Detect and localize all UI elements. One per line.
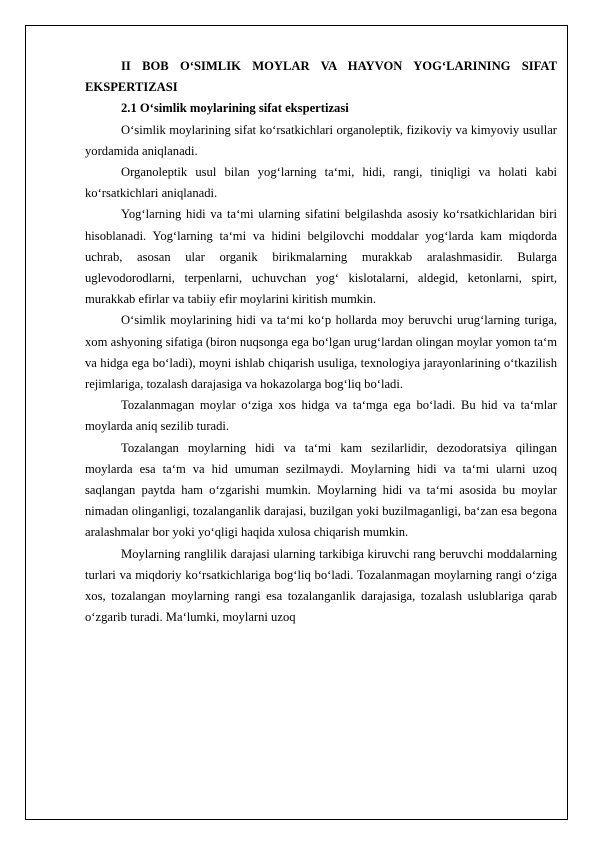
section-title: 2.1 O‘simlik moylarining sifat ekspertizasi [121, 101, 349, 116]
paragraph-7: Moylarning ranglilik darajasi ularning tarkibiga kiruvchi rang beruvchi moddalarning turlari va miqdoriy ko‘rsatkichlariga bog‘liq bo‘ladi. Tozalanmagan moylarning rangi o‘ziga xos, tozalangan moylarning rangi esa tozalanganlik darajasiga, tozalash uslublariga qarab o‘zgarib turadi. Ma‘lumki, moylarni uzoq [85, 546, 557, 625]
paragraph-2: Organoleptik usul bilan yog‘larning ta‘mi, hidi, rangi, tiniqligi va holati kabi ko‘rsatkichlari aniqlanadi. [85, 165, 557, 201]
paragraph-1: O‘simlik moylarining sifat ko‘rsatkichlari organoleptik, fizikoviy va kimyoviy usullar yordamida aniqlanadi. [85, 122, 557, 158]
paragraph-4: O‘simlik moylarining hidi va ta‘mi ko‘p hollarda moy beruvchi urug‘larning turiga, xom ashyoning sifatiga (biron nuqsonga ega bo‘lgan urug‘lardan olingan moylar yomon ta‘m va hidga ega bo‘ladi), moyni ishlab chiqarish usuliga, texnologiya jarayonlarining o‘tkazilish rejimlariga, tozalash darajasiga va hokazolarga bog‘liq bo‘ladi. [85, 313, 557, 392]
paragraph-3: Yog‘larning hidi va ta‘mi ularning sifatini belgilashda asosiy ko‘rsatkichlaridan biri hisoblanadi. Yog‘larning ta‘mi va hidini belgilovchi moddalar yog‘larda kam miqdorda uchrab, asosan ular organik birikmalarning murakkab aralashmasidir. Bularga uglevodorodlarni, terpenlarni, uchuvchan yog‘ kislotalarni, aldegid, ketonlarni, spirt, murakkab efirlar va tabiiy efir moylarini kiritish mumkin. [85, 207, 557, 307]
paragraph-6: Tozalangan moylarning hidi va ta‘mi kam sezilarlidir, dezodoratsiya qilingan moylarda esa ta‘m va hid umuman sezilmaydi. Moylarning hidi va ta‘mi ularni uzoq saqlangan paytda ham o‘zgarishi mumkin. Moylarning hidi va ta‘mi asosida bu moylar nimadan olinganligi, tozalanganlik darajasi, buzilgan yoki buzilmaganligi, ba‘zan esa begona aralashmalar bor yoki yo‘qligi haqida xulosa chiqarish mumkin. [85, 440, 557, 540]
chapter-title: II BOB O‘SIMLIK MOYLAR VA HAYVON YOG‘LARINING SIFAT EKSPERTIZASI [85, 59, 557, 95]
document-body [85, 56, 557, 628]
paragraph-5: Tozalanmagan moylar o‘ziga xos hidga va ta‘mga ega bo‘ladi. Bu hid va ta‘mlar moylarda aniq sezilib turadi. [85, 398, 557, 434]
